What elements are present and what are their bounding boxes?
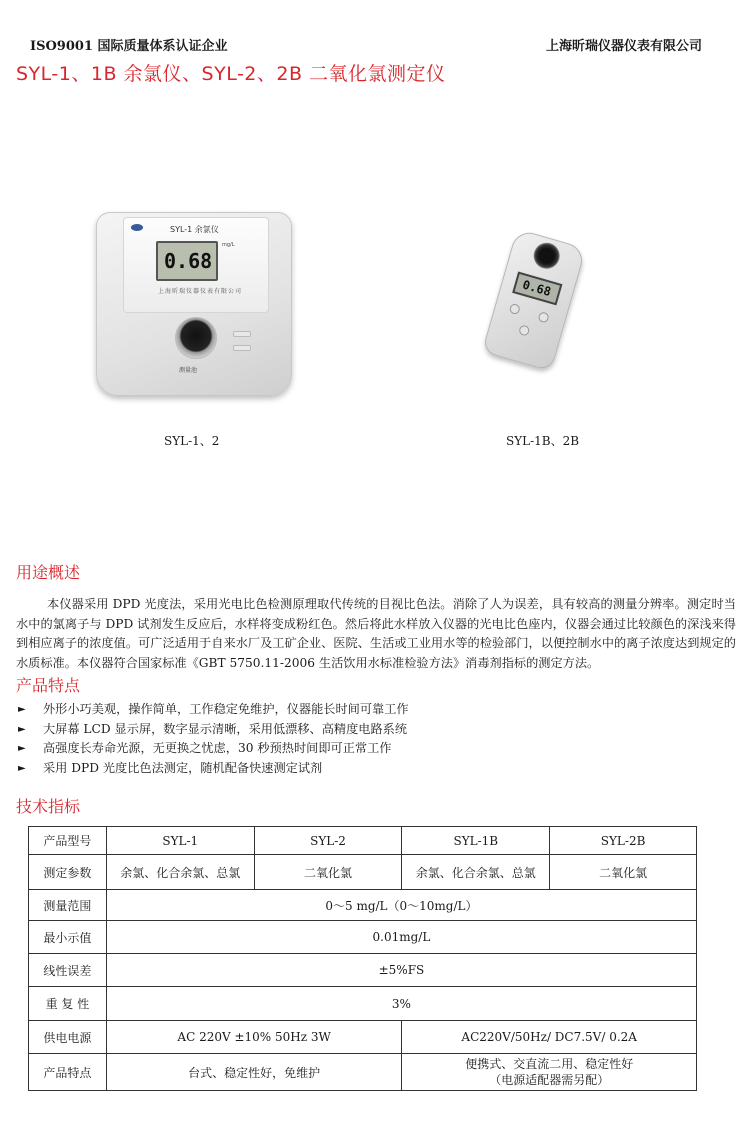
row-label: 最小示值 <box>29 921 107 954</box>
table-row <box>29 855 697 890</box>
caption-benchtop: SYL-1、2 <box>164 434 220 448</box>
table-cell: 二氧化氯 <box>254 855 402 890</box>
instrument-button <box>233 345 251 351</box>
row-label: 供电电源 <box>29 1021 107 1054</box>
well-label: 测量池 <box>179 367 198 374</box>
row-label: 产品特点 <box>29 1054 107 1091</box>
list-item <box>18 720 718 740</box>
table-cell: 0.01mg/L <box>106 921 696 954</box>
table-cell: AC220V/50Hz/ DC7.5V/ 0.2A <box>402 1021 697 1054</box>
table-row <box>29 921 697 954</box>
portable-key <box>537 311 549 323</box>
instrument-body <box>96 212 292 396</box>
table-cell: SYL-2B <box>550 827 697 855</box>
table-cell: SYL-1 <box>106 827 254 855</box>
table-row <box>29 1021 697 1054</box>
bullet-arrow-icon: ► <box>18 762 26 774</box>
section-heading-specs: 技术指标 <box>16 797 81 816</box>
brand-logo <box>131 224 143 231</box>
table-row <box>29 1054 697 1091</box>
document-title: SYL-1、1B 余氯仪、SYL-2、2B 二氧化氯测定仪 <box>16 63 446 85</box>
lcd-unit: mg/L <box>222 242 235 248</box>
row-label: 测定参数 <box>29 855 107 890</box>
table-cell: 0～5 mg/L（0～10mg/L） <box>106 890 696 921</box>
table-row <box>29 827 697 855</box>
feature-text: 大屏幕 LCD 显示屏，数字显示清晰，采用低漂移、高精度电路系统 <box>43 721 407 736</box>
portable-instrument-image <box>478 226 598 362</box>
feature-text: 外形小巧美观，操作简单，工作稳定免维护，仪器能长时间可靠工作 <box>43 702 409 716</box>
instrument-maker: 上海昕瑞仪器仪表有限公司 <box>158 288 243 295</box>
portable-lcd-reading: 0.68 <box>520 277 553 300</box>
certification-text: ISO9001 国际质量体系认证企业 <box>30 39 228 54</box>
portable-key <box>509 303 521 315</box>
bullet-arrow-icon: ► <box>18 743 26 754</box>
table-cell: ±5%FS <box>106 954 696 987</box>
table-cell: AC 220V ±10% 50Hz 3W <box>106 1021 402 1054</box>
feature-line: （电源适配器需另配） <box>489 1073 610 1087</box>
list-item <box>18 700 718 720</box>
instrument-button <box>233 331 251 337</box>
measurement-well <box>175 317 217 359</box>
section-heading-features: 产品特点 <box>16 676 81 695</box>
list-item <box>18 759 718 779</box>
table-cell: 余氯、化合余氯、总氯 <box>402 855 550 890</box>
row-label: 重 复 性 <box>29 987 107 1021</box>
company-name: 上海昕瑞仪器仪表有限公司 <box>545 39 702 54</box>
table-cell: SYL-1B <box>402 827 550 855</box>
row-label: 测量范围 <box>29 890 107 921</box>
table-cell <box>402 1054 697 1091</box>
bullet-arrow-icon: ► <box>18 723 26 735</box>
usage-paragraph: 本仪器采用 DPD 光度法，采用光电比色检测原理取代传统的目视比色法。消除了人为误差，具有较高的测量分辨率。测定时当水中的氯离子与 DPD 试剂发生反应后，水样将变成粉红色。然后将此水样放入仪器的光电比色座内，仪器会通过比较颜色的深浅来得到相应离子的浓度值。可广泛适用于自来水厂及工矿企业、医院、生活或工业用水等的检验部门，以便控制水中的离子浓度达到规定的水质标准。本仪器符合国家标准《GBT 5750.11-2006 生活饮用水标准检验方法》消毒剂指标的测定方法。 <box>16 597 736 670</box>
lcd-reading: 0.68 <box>164 249 213 273</box>
feature-line: 便携式、交直流二用、稳定性好 <box>465 1057 634 1071</box>
table-row <box>29 890 697 921</box>
row-label: 线性误差 <box>29 954 107 987</box>
feature-list <box>18 700 718 778</box>
row-label: 产品型号 <box>29 827 107 855</box>
lcd-display <box>156 241 218 281</box>
sample-cap <box>531 240 563 272</box>
feature-text: 高强度长寿命光源，无更换之忧虑，30 秒预热时间即可正常工作 <box>43 741 392 755</box>
portable-body <box>482 229 586 372</box>
list-item <box>18 739 718 759</box>
feature-text: 采用 DPD 光度比色法测定，随机配备快速测定试剂 <box>43 760 323 775</box>
table-row <box>29 954 697 987</box>
table-cell: SYL-2 <box>254 827 402 855</box>
spec-table <box>28 826 697 1091</box>
portable-lcd <box>512 272 562 306</box>
instrument-model-text: SYL-1 余氯仪 <box>170 225 219 234</box>
benchtop-instrument-image <box>96 212 292 396</box>
instrument-panel <box>123 217 269 313</box>
bullet-arrow-icon: ► <box>18 704 26 715</box>
table-cell: 台式、稳定性好，免维护 <box>106 1054 402 1091</box>
section-heading-usage: 用途概述 <box>16 563 81 582</box>
table-cell: 3% <box>106 987 696 1021</box>
table-row <box>29 987 697 1021</box>
table-cell: 二氧化氯 <box>550 855 697 890</box>
table-cell: 余氯、化合余氯、总氯 <box>106 855 254 890</box>
portable-key <box>518 324 530 336</box>
caption-portable: SYL-1B、2B <box>506 434 580 448</box>
